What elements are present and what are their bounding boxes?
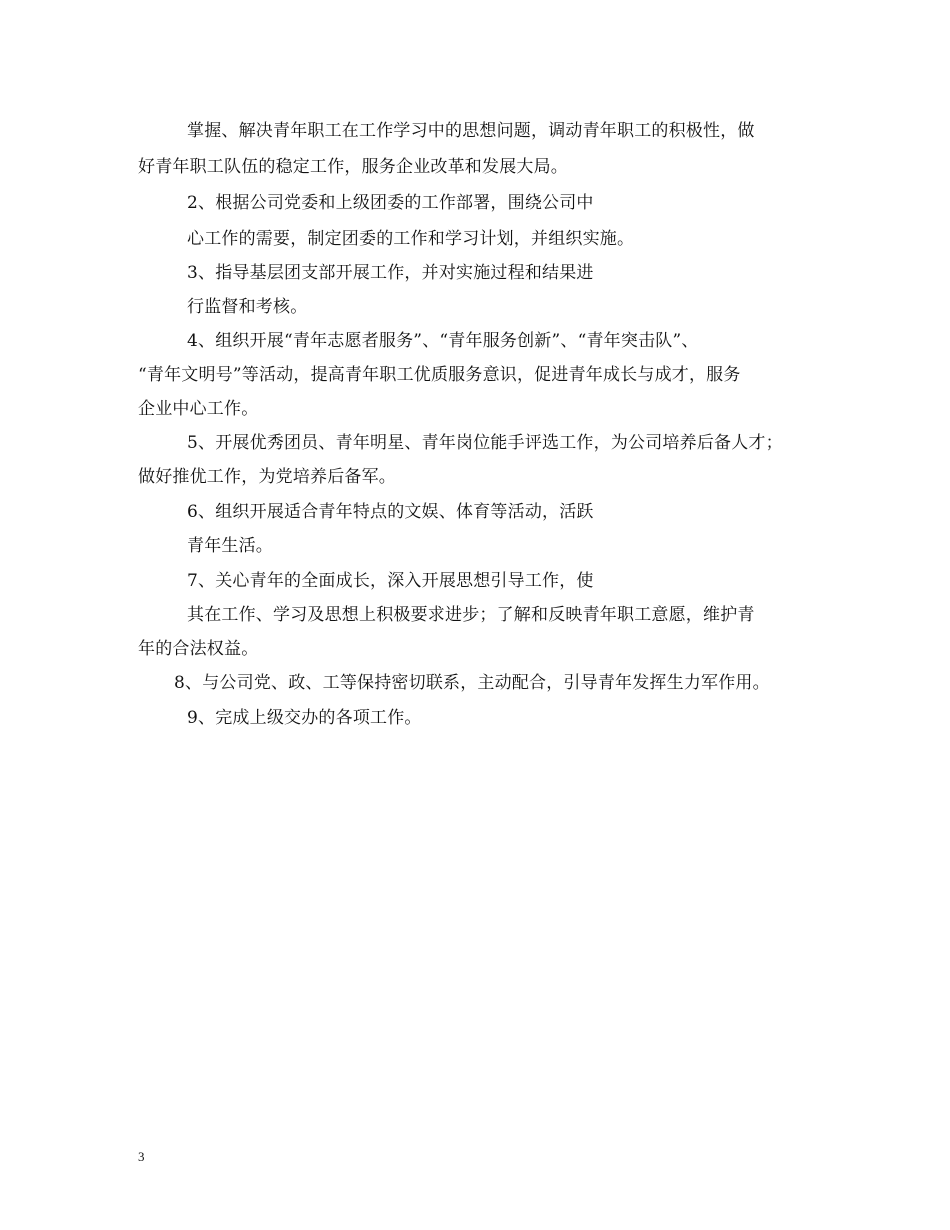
text-line: 2、根据公司党委和上级团委的工作部署，围绕公司中 (187, 193, 594, 213)
text-line: 5、开展优秀团员、青年明星、青年岗位能手评选工作，为公司培养后备人才； (187, 433, 783, 453)
text-line: 心工作的需要，制定团委的工作和学习计划，并组织实施。 (187, 229, 635, 249)
page-number: 3 (138, 1149, 145, 1164)
text-line: 好青年职工队伍的稳定工作，服务企业改革和发展大局。 (138, 157, 568, 177)
text-line: 做好推优工作，为党培养后备军。 (138, 467, 396, 487)
text-line: 企业中心工作。 (138, 399, 259, 419)
text-line: 8、与公司党、政、工等保持密切联系，主动配合，引导青年发挥生力军作用。 (174, 673, 770, 693)
text-line: 行监督和考核。 (187, 297, 308, 317)
text-line: “青年文明号”等活动，提高青年职工优质服务意识，促进青年成长与成才，服务 (138, 365, 741, 385)
text-line: 7、关心青年的全面成长，深入开展思想引导工作，使 (187, 571, 594, 591)
text-line: 3、指导基层团支部开展工作，并对实施过程和结果进 (187, 263, 594, 283)
text-line: 9、完成上级交办的各项工作。 (187, 708, 422, 728)
text-line: 6、组织开展适合青年特点的文娱、体育等活动，活跃 (187, 502, 594, 522)
text-line: 年的合法权益。 (138, 639, 259, 659)
text-line: 其在工作、学习及思想上积极要求进步；了解和反映青年职工意愿，维护青 (187, 605, 755, 625)
text-line: 掌握、解决青年职工在工作学习中的思想问题，调动青年职工的积极性，做 (187, 121, 755, 141)
text-line: 4、组织开展“青年志愿者服务”、“青年服务创新”、“青年突击队”、 (187, 331, 699, 351)
text-line: 青年生活。 (187, 536, 273, 556)
